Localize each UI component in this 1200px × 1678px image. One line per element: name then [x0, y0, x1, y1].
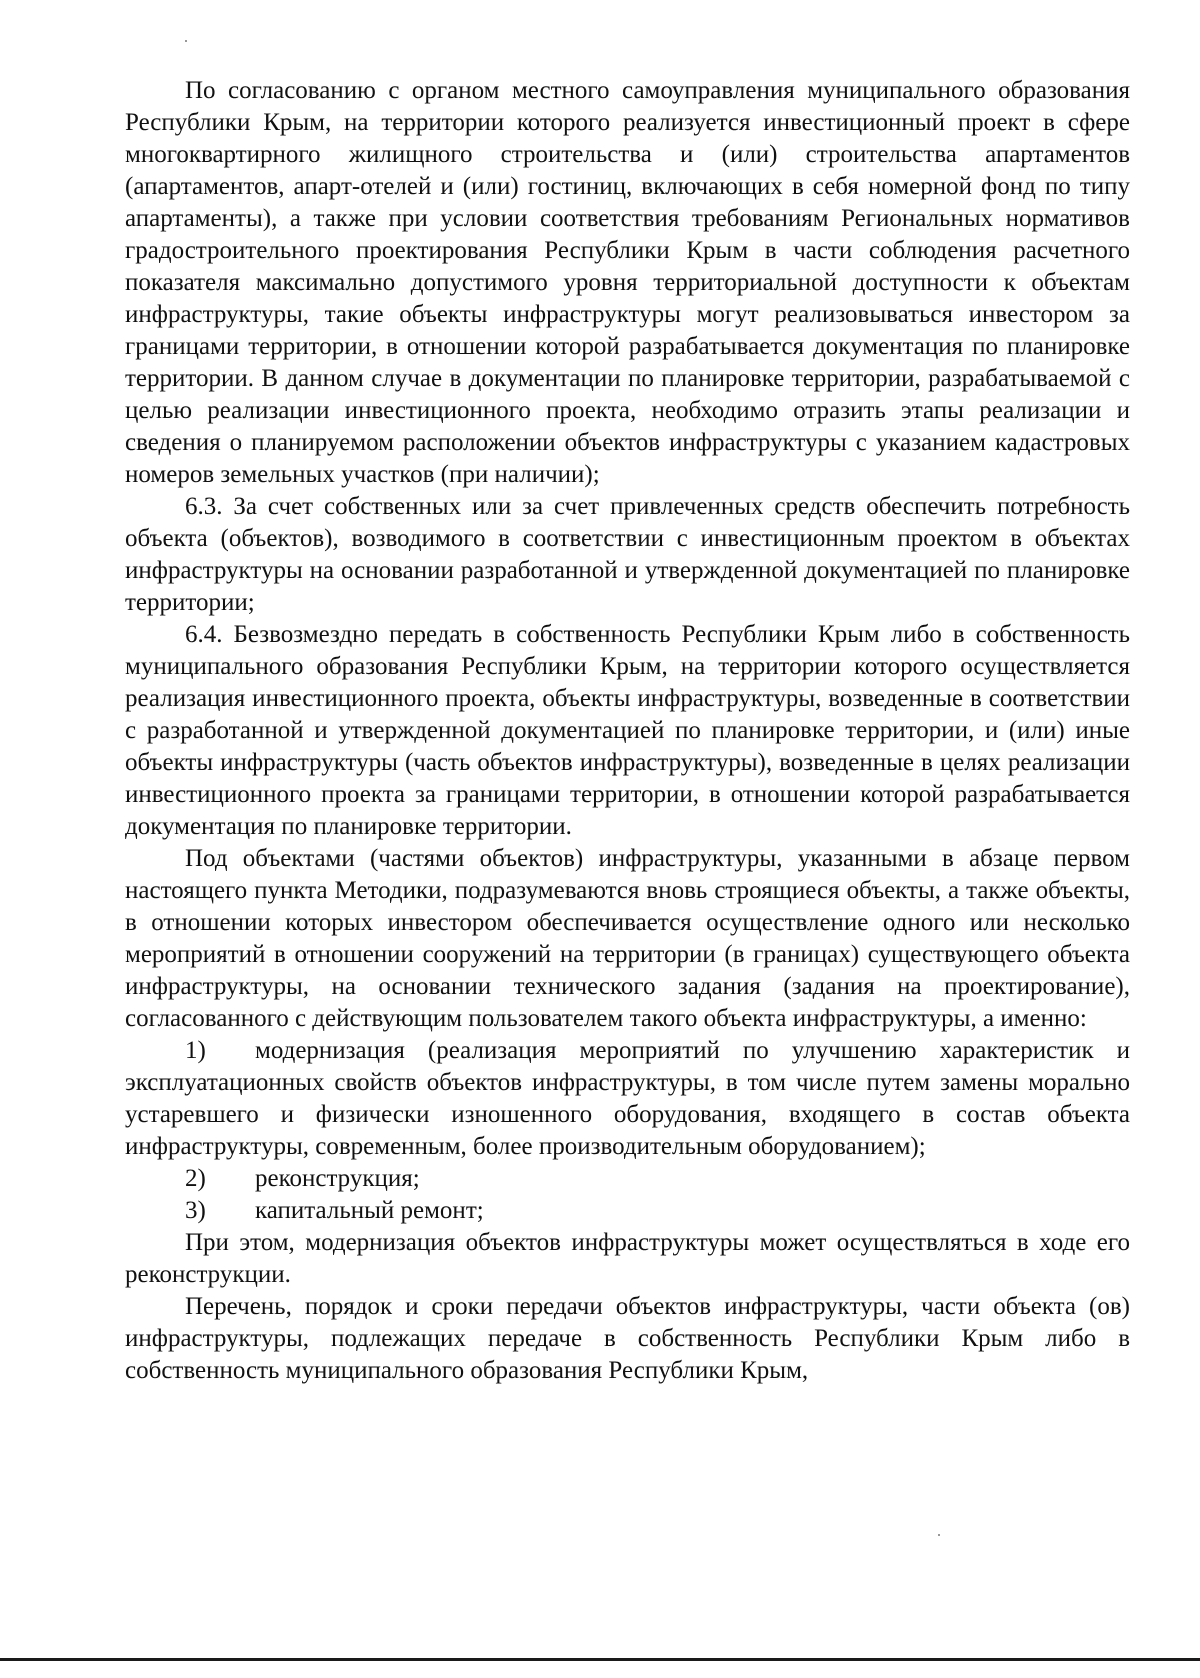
paragraph-modernization-note: При этом, модернизация объектов инфраструктуры может осуществляться в ходе его реконструкции. [125, 1229, 1130, 1288]
paragraph-infrastructure-definition: Под объектами (частями объектов) инфраструктуры, указанными в абзаце первом настоящего пункта Методики, подразумеваются вновь строящиеся объекты, а также объекты, в отношении которых инвестором обеспечивается осуществление одного или несколько мероприятий в отношении сооружений на территории (в границах) существующего объекта инфраструктуры, на основании технического задания (задания на проектирование), согласованного с действующим пользователем такого объекта инфраструктуры, а именно: [125, 845, 1130, 1032]
paragraph-6-3: 6.3. За счет собственных или за счет привлеченных средств обеспечить потребность объекта (объектов), возводимого в соответствии с инвестиционным проектом в объектах инфраструктуры на основании разработанной и утвержденной документацией по планировке территории; [125, 493, 1130, 616]
scan-speck [185, 40, 187, 42]
scan-speck [938, 1534, 940, 1536]
bottom-edge-line [0, 1658, 1200, 1661]
paragraph-agreement: По согласованию с органом местного самоуправления муниципального образования Республики Крым, на территории которого реализуется инвестиционный проект в сфере многоквартирного жилищного строительства и (или) строительства апартаментов (апартаментов, апарт-отелей и (или) гостиниц, включающих в себя номерной фонд по типу апартаменты), а также при условии соответствия требованиям Региональных нормативов градостроительного проектирования Республики Крым в части соблюдения расчетного показателя максимально допустимого уровня территориальной доступности к объектам инфраструктуры, такие объекты инфраструктуры могут реализовываться инвестором за границами территории, в отношении которой разрабатывается документация по планировке территории. В данном случае в документации по планировке территории, разрабатываемой с целью реализации инвестиционного проекта, необходимо отразить этапы реализации и сведения о планируемом расположении объектов инфраструктуры с указанием кадастровых номеров земельных участков (при наличии); [125, 77, 1130, 488]
list-item-reconstruction [125, 1163, 1130, 1195]
list-item-capital-repair [125, 1195, 1130, 1227]
list-item-number: 2) [185, 1165, 206, 1192]
list-item-text: модернизация (реализация мероприятий по улучшению характеристик и эксплуатационных свойств объектов инфраструктуры, в том числе путем замены морально устаревшего и физически изношенного оборудования, входящего в состав объекта инфраструктуры, современным, более производительным оборудованием); [125, 1037, 1130, 1160]
list-item-number: 1) [185, 1037, 206, 1064]
list-item-modernization [125, 1035, 1130, 1163]
document-body [125, 75, 1130, 1387]
list-item-number: 3) [185, 1197, 206, 1224]
paragraph-transfer-list: Перечень, порядок и сроки передачи объектов инфраструктуры, части объекта (ов) инфраструктуры, подлежащих передаче в собственность Республики Крым либо в собственность муниципального образования Республики Крым, [125, 1293, 1130, 1384]
paragraph-6-4: 6.4. Безвозмездно передать в собственность Республики Крым либо в собственность муниципального образования Республики Крым, на территории которого осуществляется реализация инвестиционного проекта, объекты инфраструктуры, возведенные в соответствии с разработанной и утвержденной документацией по планировке территории, и (или) иные объекты инфраструктуры (часть объектов инфраструктуры), возведенные в целях реализации инвестиционного проекта за границами территории, в отношении которой разрабатывается документация по планировке территории. [125, 621, 1130, 840]
list-item-text: реконструкция; [255, 1165, 420, 1192]
list-item-text: капитальный ремонт; [255, 1197, 484, 1224]
